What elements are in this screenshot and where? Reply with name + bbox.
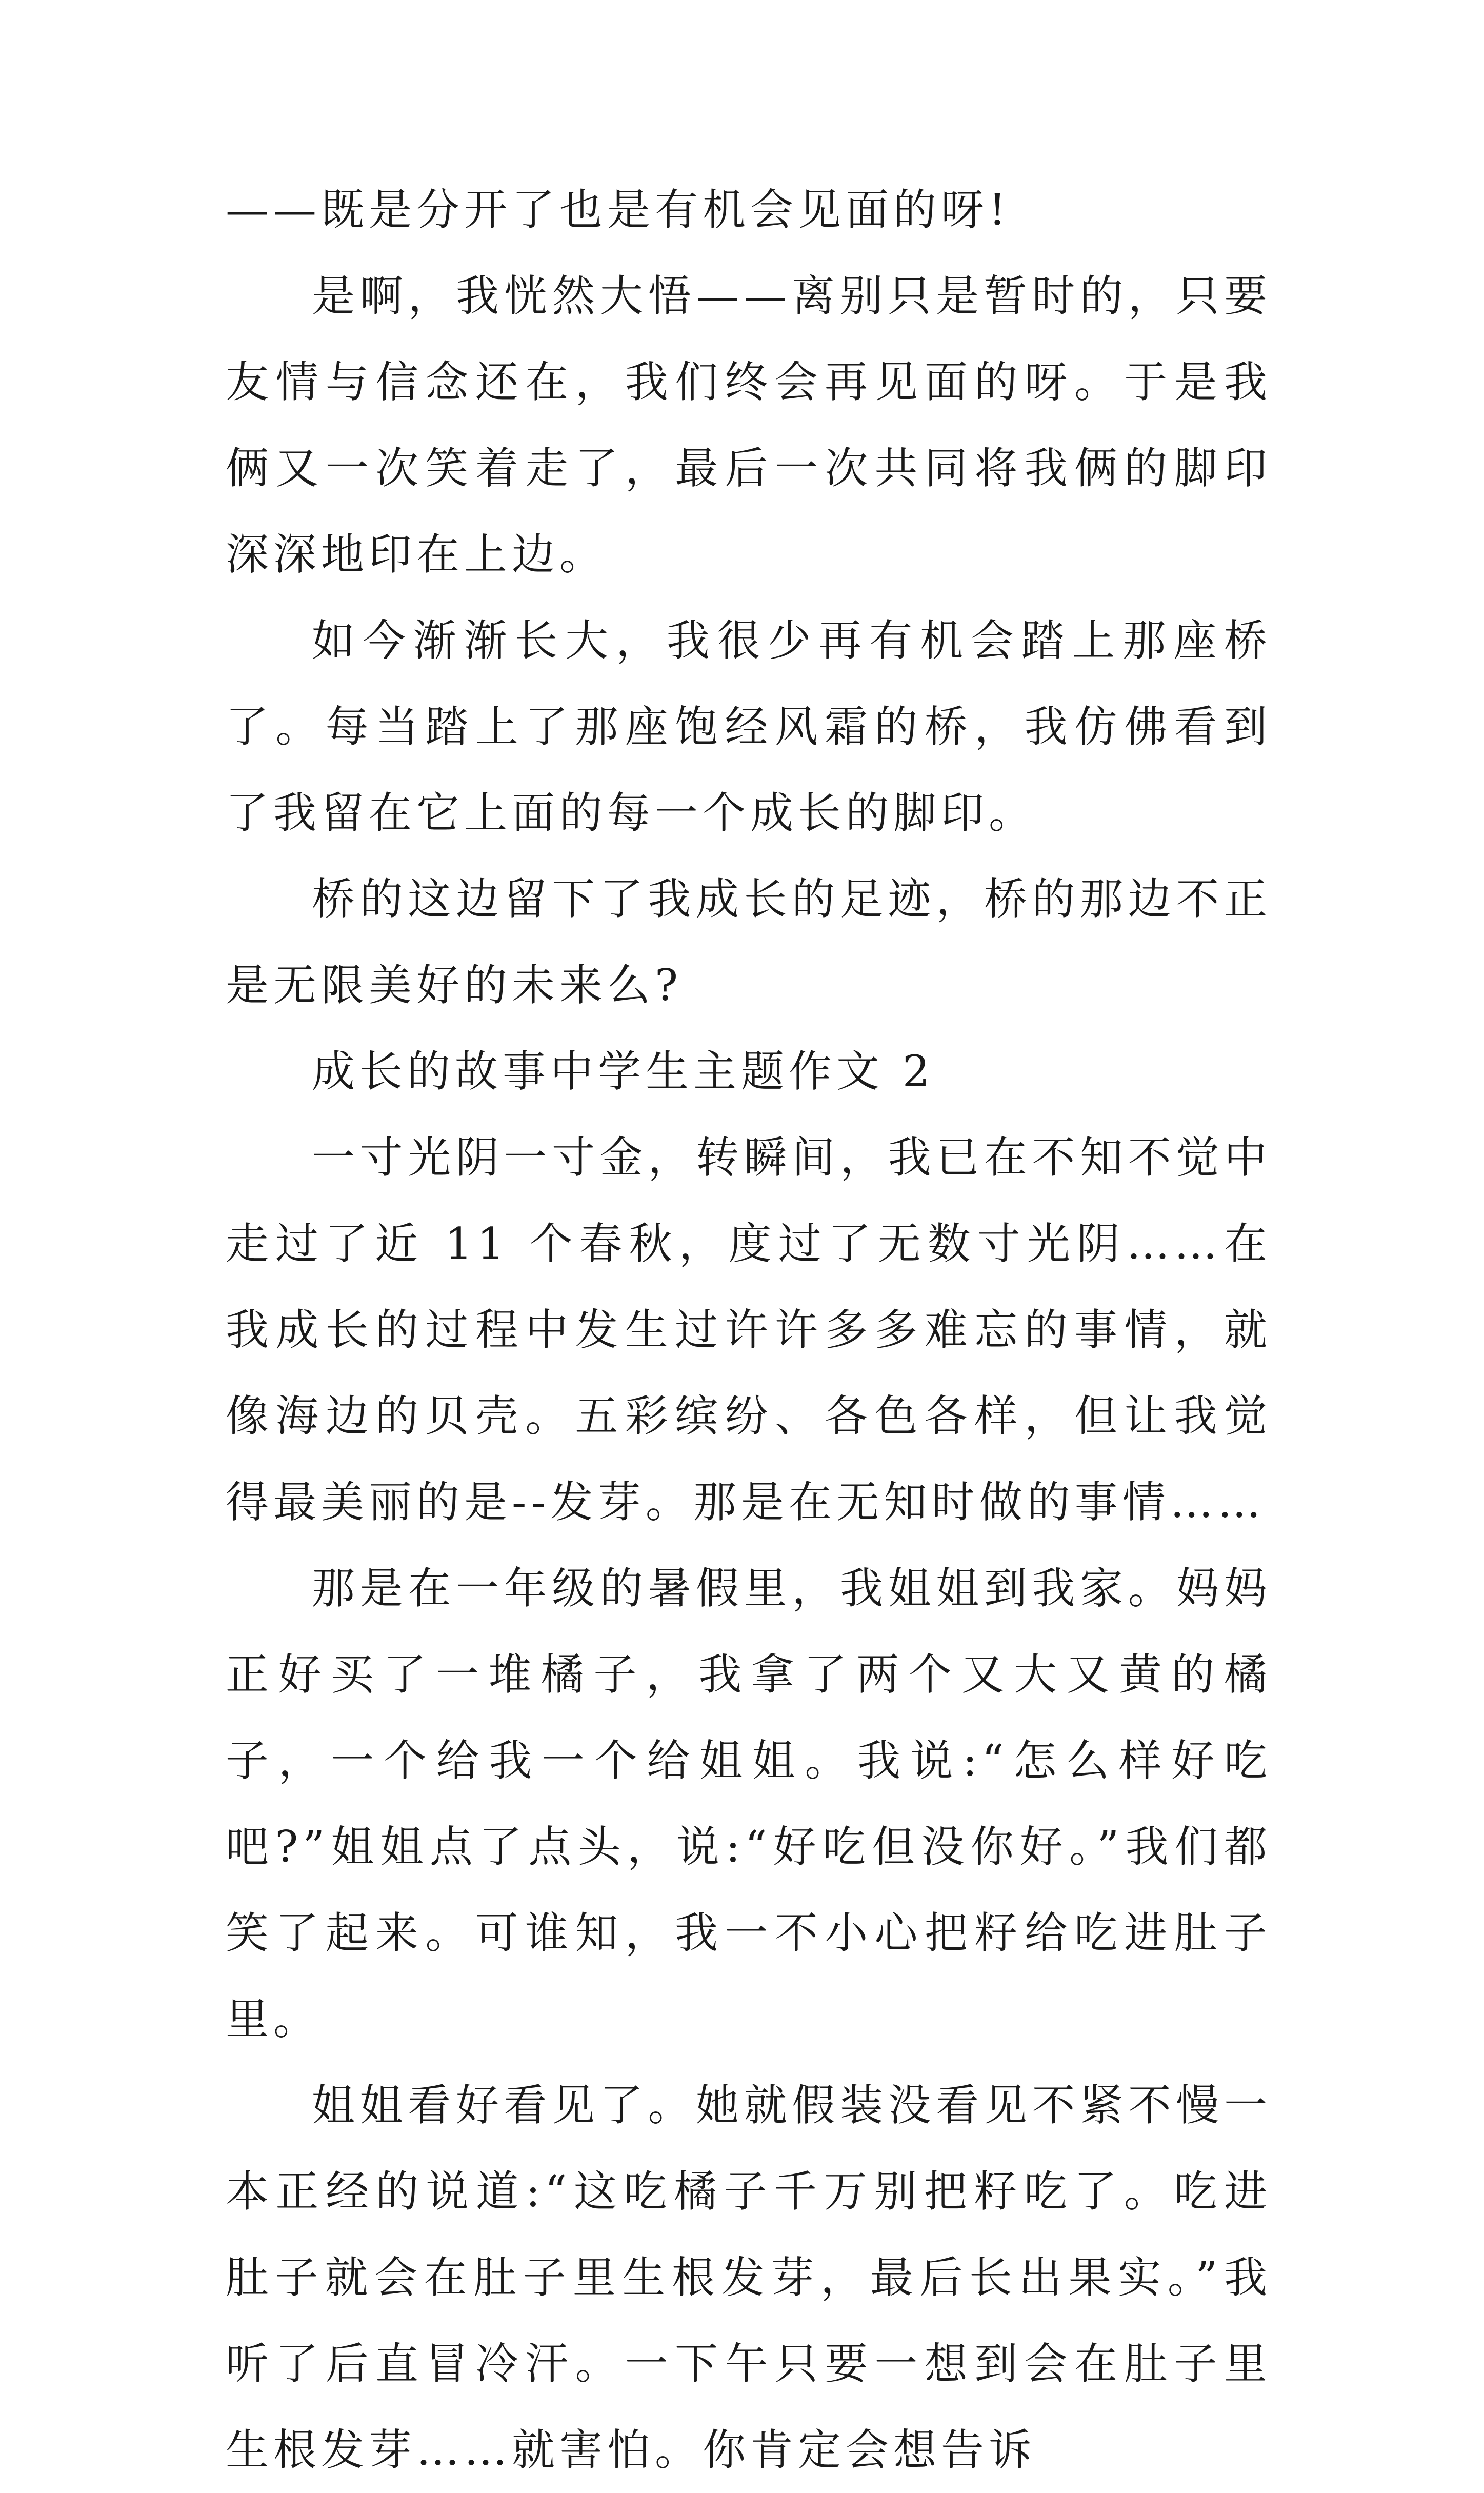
paragraph: 那是在一年级的暑假里，我姐姐到我家。妈妈正好买了一堆橘子，我拿了两个又大又黄的橘子，一个给我一个给姐姐。我说:“怎么样好吃吧?”姐姐点了点头，说:“好吃但没你好。”我们都笑了起来。可谁知，我一不小心把籽给吃进肚子里。 — [226, 1563, 1272, 2044]
paragraph: 如今渐渐长大，我很少再有机会踏上那座桥了。每当踏上了那座饱经风霜的桥，我仿佛看到了我留在它上面的每一个成长的脚印。 — [226, 615, 1272, 838]
section-heading: 成长的故事中学生主题作文 2 — [312, 1046, 935, 1096]
document-body — [226, 167, 1272, 2493]
paragraph: ——既是分开了也是有机会见面的呀! — [226, 185, 1011, 235]
paragraph: 姐姐看好看见了。她就假装没看见不紧不慢一本正经的说道:“这吃橘子千万别把籽吃了。吃进肚子就会在肚子里生根发芽，最后长出果实。”我听了后直冒冷汗。一下午只要一想到会在肚子里生根发芽……就害怕。你肯定会想告诉 — [226, 2080, 1272, 2475]
paragraph: 一寸光阴一寸金，转瞬间，我已在不知不觉中走过了近 11 个春秋，度过了无数寸光阴……在我成长的过程中发生过许许多多难忘的事情，就像海边的贝壳。五彩缤纷、各色各样，但让我觉得最美丽的是--发芽。那是在无知时做的事情…… — [226, 1132, 1272, 1527]
paragraph: 是啊，我恍然大悟——离别只是暂时的，只要友情与信念还在，我们终会再见面的呀。于是我俩又一次笑着走了，最后一次共同将我俩的脚印深深地印在上边。 — [226, 271, 1272, 580]
paragraph: 桥的这边留下了我成长的足迹，桥的那边不正是无限美好的未来么? — [226, 874, 1272, 1010]
